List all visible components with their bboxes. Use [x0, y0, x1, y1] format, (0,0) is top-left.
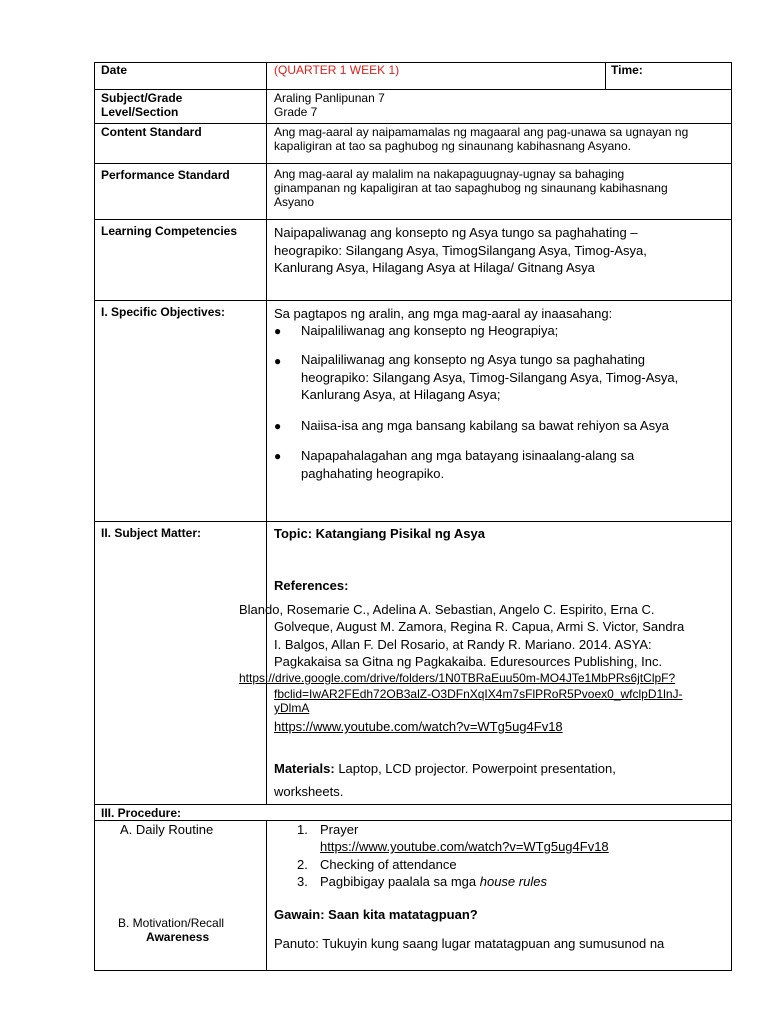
objective-item: Naipaliliwanag ang konsepto ng Heograpiya;	[301, 323, 559, 338]
procedure-label: III. Procedure:	[101, 806, 182, 820]
routine-item: Prayer	[320, 822, 359, 837]
objective-item: Napapahalagahan ang mga batayang isinaalang-alang sa paghahating heograpiko.	[301, 448, 635, 481]
content-standard-text: Ang mag-aaral ay naipamamalas ng magaaral ang pag-unawa sa ugnayan ng kapaligiran at tao sa paghubog ng sinaunang kabihasnang Asyano.	[274, 125, 689, 153]
performance-standard-text: Ang mag-aaral ay malalim na nakapaguugnay-ugnay sa bahaging ginampanan ng kapaligiran at tao sapaghubog ng sinaunang kabihasnang Asyano	[274, 167, 668, 209]
materials-text: Materials: Laptop, LCD projector. Powerpoint presentation,	[274, 761, 616, 776]
routine-item: Checking of attendance	[320, 857, 457, 872]
google-drive-link[interactable]: https://drive.google.com/drive/folders/1N0TBRaEuu50m-MO4JTe1MbPRs6jtClpF?	[239, 671, 676, 685]
youtube-link[interactable]: https://www.youtube.com/watch?v=WTg5ug4Fv18	[274, 719, 563, 734]
reference-citation: Blando, Rosemarie C., Adelina A. Sebastian, Angelo C. Espirito, Erna C.	[239, 602, 655, 617]
row-divider	[94, 521, 732, 522]
motivation-recall-label: B. Motivation/Recall	[118, 916, 225, 930]
topic-heading: Topic: Katangiang Pisikal ng Asya	[274, 526, 485, 541]
table-border-right	[731, 62, 732, 971]
routine-item: Pagbibigay paalala sa mga house rules	[320, 874, 547, 889]
column-divider	[266, 820, 267, 971]
routine-item-number: 1.	[297, 822, 308, 837]
objective-item: Naiisa-isa ang mga bansang kabilang sa bawat rehiyon sa Asya	[301, 418, 669, 433]
reference-citation: Golveque, August M. Zamora, Regina R. Capua, Armi S. Victor, Sandra I. Balgos, Allan F. Del Rosario, at Randy R. Mariano. 2014. ASYA: Pagkakaisa sa Gitna ng Pagkakaiba. Eduresources Publishing, Inc.	[274, 619, 685, 669]
references-heading: References:	[274, 578, 349, 593]
google-drive-link-continued[interactable]: fbclid=IwAR2FEdh72OB3alZ-O3DFnXqIX4m7sFlPRoR5Pvoex0_wfclpD1lnJ- yDlmA	[274, 687, 683, 715]
subject-matter-label: II. Subject Matter:	[101, 526, 202, 540]
row-divider	[94, 300, 732, 301]
subject-grade-value: Araling Panlipunan 7 Grade 7	[274, 91, 385, 119]
learning-competencies-label: Learning Competencies	[101, 224, 238, 238]
materials-text-continued: worksheets.	[274, 784, 344, 799]
prayer-youtube-link[interactable]: https://www.youtube.com/watch?v=WTg5ug4Fv18	[320, 839, 609, 854]
panuto-text: Panuto: Tukuyin kung saang lugar matatagpuan ang sumusunod na	[274, 936, 665, 951]
awareness-label: Awareness	[146, 930, 210, 944]
performance-standard-label: Performance Standard	[101, 168, 230, 182]
row-divider	[94, 163, 732, 164]
row-divider	[94, 804, 732, 805]
daily-routine-label: A. Daily Routine	[120, 822, 214, 837]
table-border-left	[94, 62, 95, 971]
bullet-icon: ●	[274, 324, 282, 338]
quarter-week-value: (QUARTER 1 WEEK 1)	[274, 63, 400, 77]
objectives-intro: Sa pagtapos ng aralin, ang mga mag-aaral ay inaasahang:	[274, 306, 613, 321]
subject-grade-label: Subject/Grade Level/Section	[101, 91, 183, 119]
row-divider	[94, 89, 732, 90]
column-divider	[266, 62, 267, 805]
gawain-heading: Gawain: Saan kita matatagpuan?	[274, 907, 478, 922]
date-label: Date	[101, 63, 128, 77]
row-divider	[94, 123, 732, 124]
content-standard-label: Content Standard	[101, 125, 202, 139]
time-label: Time:	[611, 63, 643, 77]
bullet-icon: ●	[274, 354, 282, 368]
objective-item: Naipaliliwanag ang konsepto ng Asya tungo sa paghahating heograpiko: Silangang Asya, Timog-Silangang Asya, Timog-Asya, Kanlurang Asya, at Hilagang Asya;	[301, 352, 679, 402]
table-border-bottom	[94, 970, 732, 971]
learning-competencies-text: Naipapaliwanag ang konsepto ng Asya tungo sa paghahating – heograpiko: Silangang Asya, TimogSilangang Asya, Timog-Asya, Kanlurang Asya, Hilagang Asya at Hilaga/ Gitnang Asya	[274, 225, 647, 275]
row-divider	[94, 219, 732, 220]
bullet-icon: ●	[274, 449, 282, 463]
routine-item-number: 2.	[297, 857, 308, 872]
bullet-icon: ●	[274, 419, 282, 433]
time-column-divider	[605, 62, 606, 90]
routine-item-number: 3.	[297, 874, 308, 889]
specific-objectives-label: I. Specific Objectives:	[101, 305, 226, 319]
